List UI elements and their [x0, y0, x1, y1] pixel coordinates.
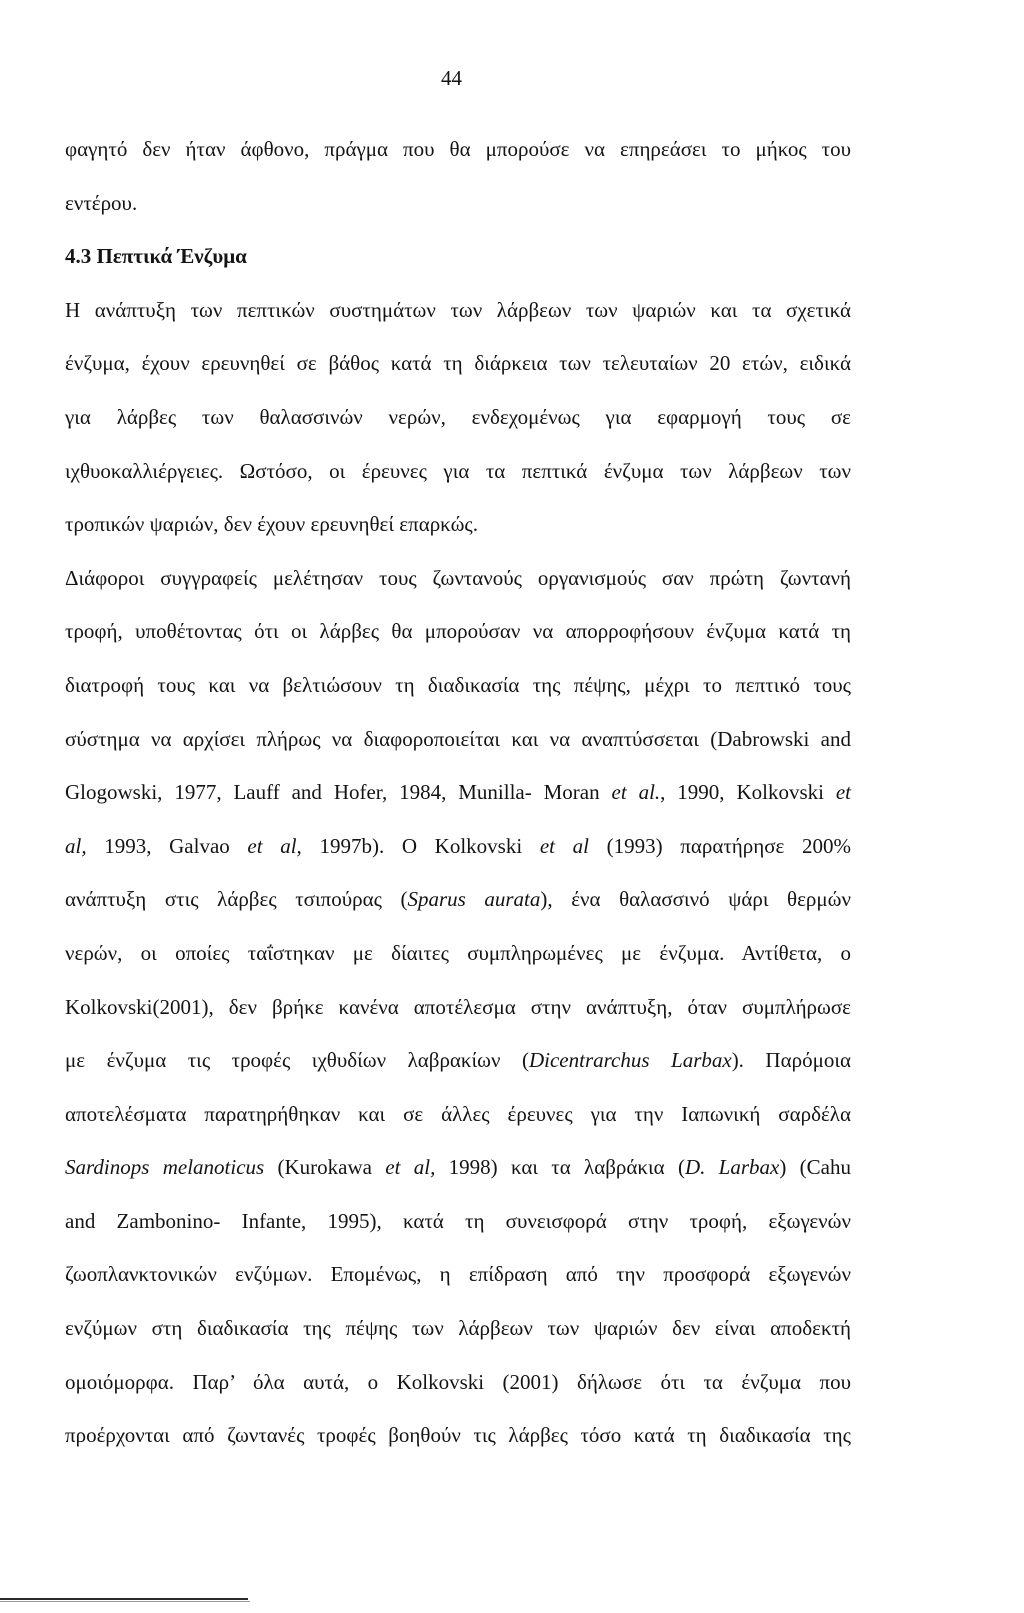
- text-line: Kolkovski(2001), δεν βρήκε κανένα αποτέλεσμα στην ανάπτυξη, όταν συμπλήρωσε: [65, 994, 851, 1019]
- text-line: [65, 873, 851, 927]
- text-line: ομοιόμορφα. Παρ’ όλα αυτά, ο Kolkovski (2001) δήλωσε ότι τα ένζυμα που: [65, 1369, 851, 1394]
- text-segment: 1997b). Ο Kolkovski: [301, 833, 540, 858]
- italic-species-name: Dicentrarchus Larbax: [528, 1048, 732, 1073]
- text-line: εντέρου.: [65, 190, 138, 215]
- text-segment: ). Παρόμοια: [731, 1048, 851, 1073]
- text-line: Η ανάπτυξη των πεπτικών συστημάτων των λάρβεων των ψαριών και τα σχετικά: [65, 297, 851, 322]
- page-number: 44: [441, 66, 462, 90]
- italic-species-name: Sardinops melanoticus: [65, 1155, 265, 1180]
- text-line: ιχθυοκαλλιέργειες. Ωστόσο, οι έρευνες για τα πεπτικά ένζυμα των λάρβεων των: [65, 458, 851, 483]
- italic-species-name: D. Larbax: [684, 1155, 780, 1180]
- text-segment: με ένζυμα τις τροφές ιχθυδίων λαβρακίων (: [65, 1048, 529, 1073]
- text-line: σύστημα να αρχίσει πλήρως να διαφοροποιείται και να αναπτύσσεται (Dabrowski and: [65, 726, 851, 751]
- document-body: [65, 123, 851, 1463]
- text-line: ενζύμων στη διαδικασία της πέψης των λάρβεων των ψαριών δεν είναι αποδεκτή: [65, 1316, 851, 1341]
- text-segment: (Kurokawa: [264, 1155, 386, 1180]
- italic-species-name: Sparus aurata: [407, 887, 541, 912]
- text-segment: Glogowski, 1977, Lauff and Hofer, 1984, Munilla- Moran: [65, 780, 612, 805]
- text-line: ζωοπλανκτονικών ενζύμων. Επομένως, η επίδραση από την προσφορά εξωγενών: [65, 1262, 851, 1287]
- text-line: για λάρβες των θαλασσινών νερών, ενδεχομένως για εφαρμογή τους σε: [65, 404, 851, 429]
- footnote-separator: [0, 1598, 248, 1600]
- text-line: [65, 1141, 851, 1195]
- text-segment: ) (Cahu: [779, 1155, 851, 1180]
- section-heading: 4.3 Πεπτικά Ένζυμα: [65, 244, 247, 269]
- text-line: τροπικών ψαριών, δεν έχουν ερευνηθεί επαρκώς.: [65, 512, 478, 537]
- text-segment: 1993, Galvao: [86, 833, 248, 858]
- text-segment: (1993) παρατήρησε 200%: [588, 833, 851, 858]
- text-line: [65, 1034, 851, 1088]
- text-line: [65, 820, 851, 874]
- text-line: νερών, οι οποίες ταΐστηκαν με δίαιτες συμπληρωμένες με ένζυμα. Αντίθετα, ο: [65, 940, 851, 965]
- italic-citation: et al.: [611, 780, 661, 805]
- text-line: φαγητό δεν ήταν άφθονο, πράγμα που θα μπορούσε να επηρεάσει το μήκος του: [65, 137, 851, 161]
- text-segment: 1998) και τα λαβράκια (: [435, 1155, 685, 1180]
- text-line: ένζυμα, έχουν ερευνηθεί σε βάθος κατά τη διάρκεια των τελευταίων 20 ετών, ειδικά: [65, 351, 851, 376]
- text-segment: ανάπτυξη στις λάρβες τσιπούρας (: [65, 887, 408, 912]
- italic-citation: et al,: [385, 1155, 436, 1180]
- text-line: Διάφοροι συγγραφείς μελέτησαν τους ζωντανούς οργανισμούς σαν πρώτη ζωντανή: [65, 565, 851, 590]
- text-line: αποτελέσματα παρατηρήθηκαν και σε άλλες έρευνες για την Ιαπωνική σαρδέλα: [65, 1101, 851, 1126]
- text-line: τροφή, υποθέτοντας ότι οι λάρβες θα μπορούσαν να απορροφήσουν ένζυμα κατά τη: [65, 619, 851, 644]
- italic-citation: al,: [65, 833, 87, 858]
- text-segment: ), ένα θαλασσινό ψάρι θερμών: [540, 887, 851, 912]
- italic-citation: et al,: [247, 833, 302, 858]
- text-line: and Zambonino- Infante, 1995), κατά τη συνεισφορά στην τροφή, εξωγενών: [65, 1208, 851, 1233]
- text-line: προέρχονται από ζωντανές τροφές βοηθούν τις λάρβες τόσο κατά τη διαδικασία της: [65, 1423, 851, 1448]
- footnote-separator-shadow: [0, 1601, 250, 1602]
- text-segment: , 1990, Kolkovski: [660, 780, 836, 805]
- text-line: [65, 766, 851, 820]
- italic-citation: et: [835, 780, 851, 805]
- text-line: διατροφή τους και να βελτιώσουν τη διαδικασία της πέψης, μέχρι το πεπτικό τους: [65, 672, 851, 697]
- italic-citation: et al: [539, 833, 589, 858]
